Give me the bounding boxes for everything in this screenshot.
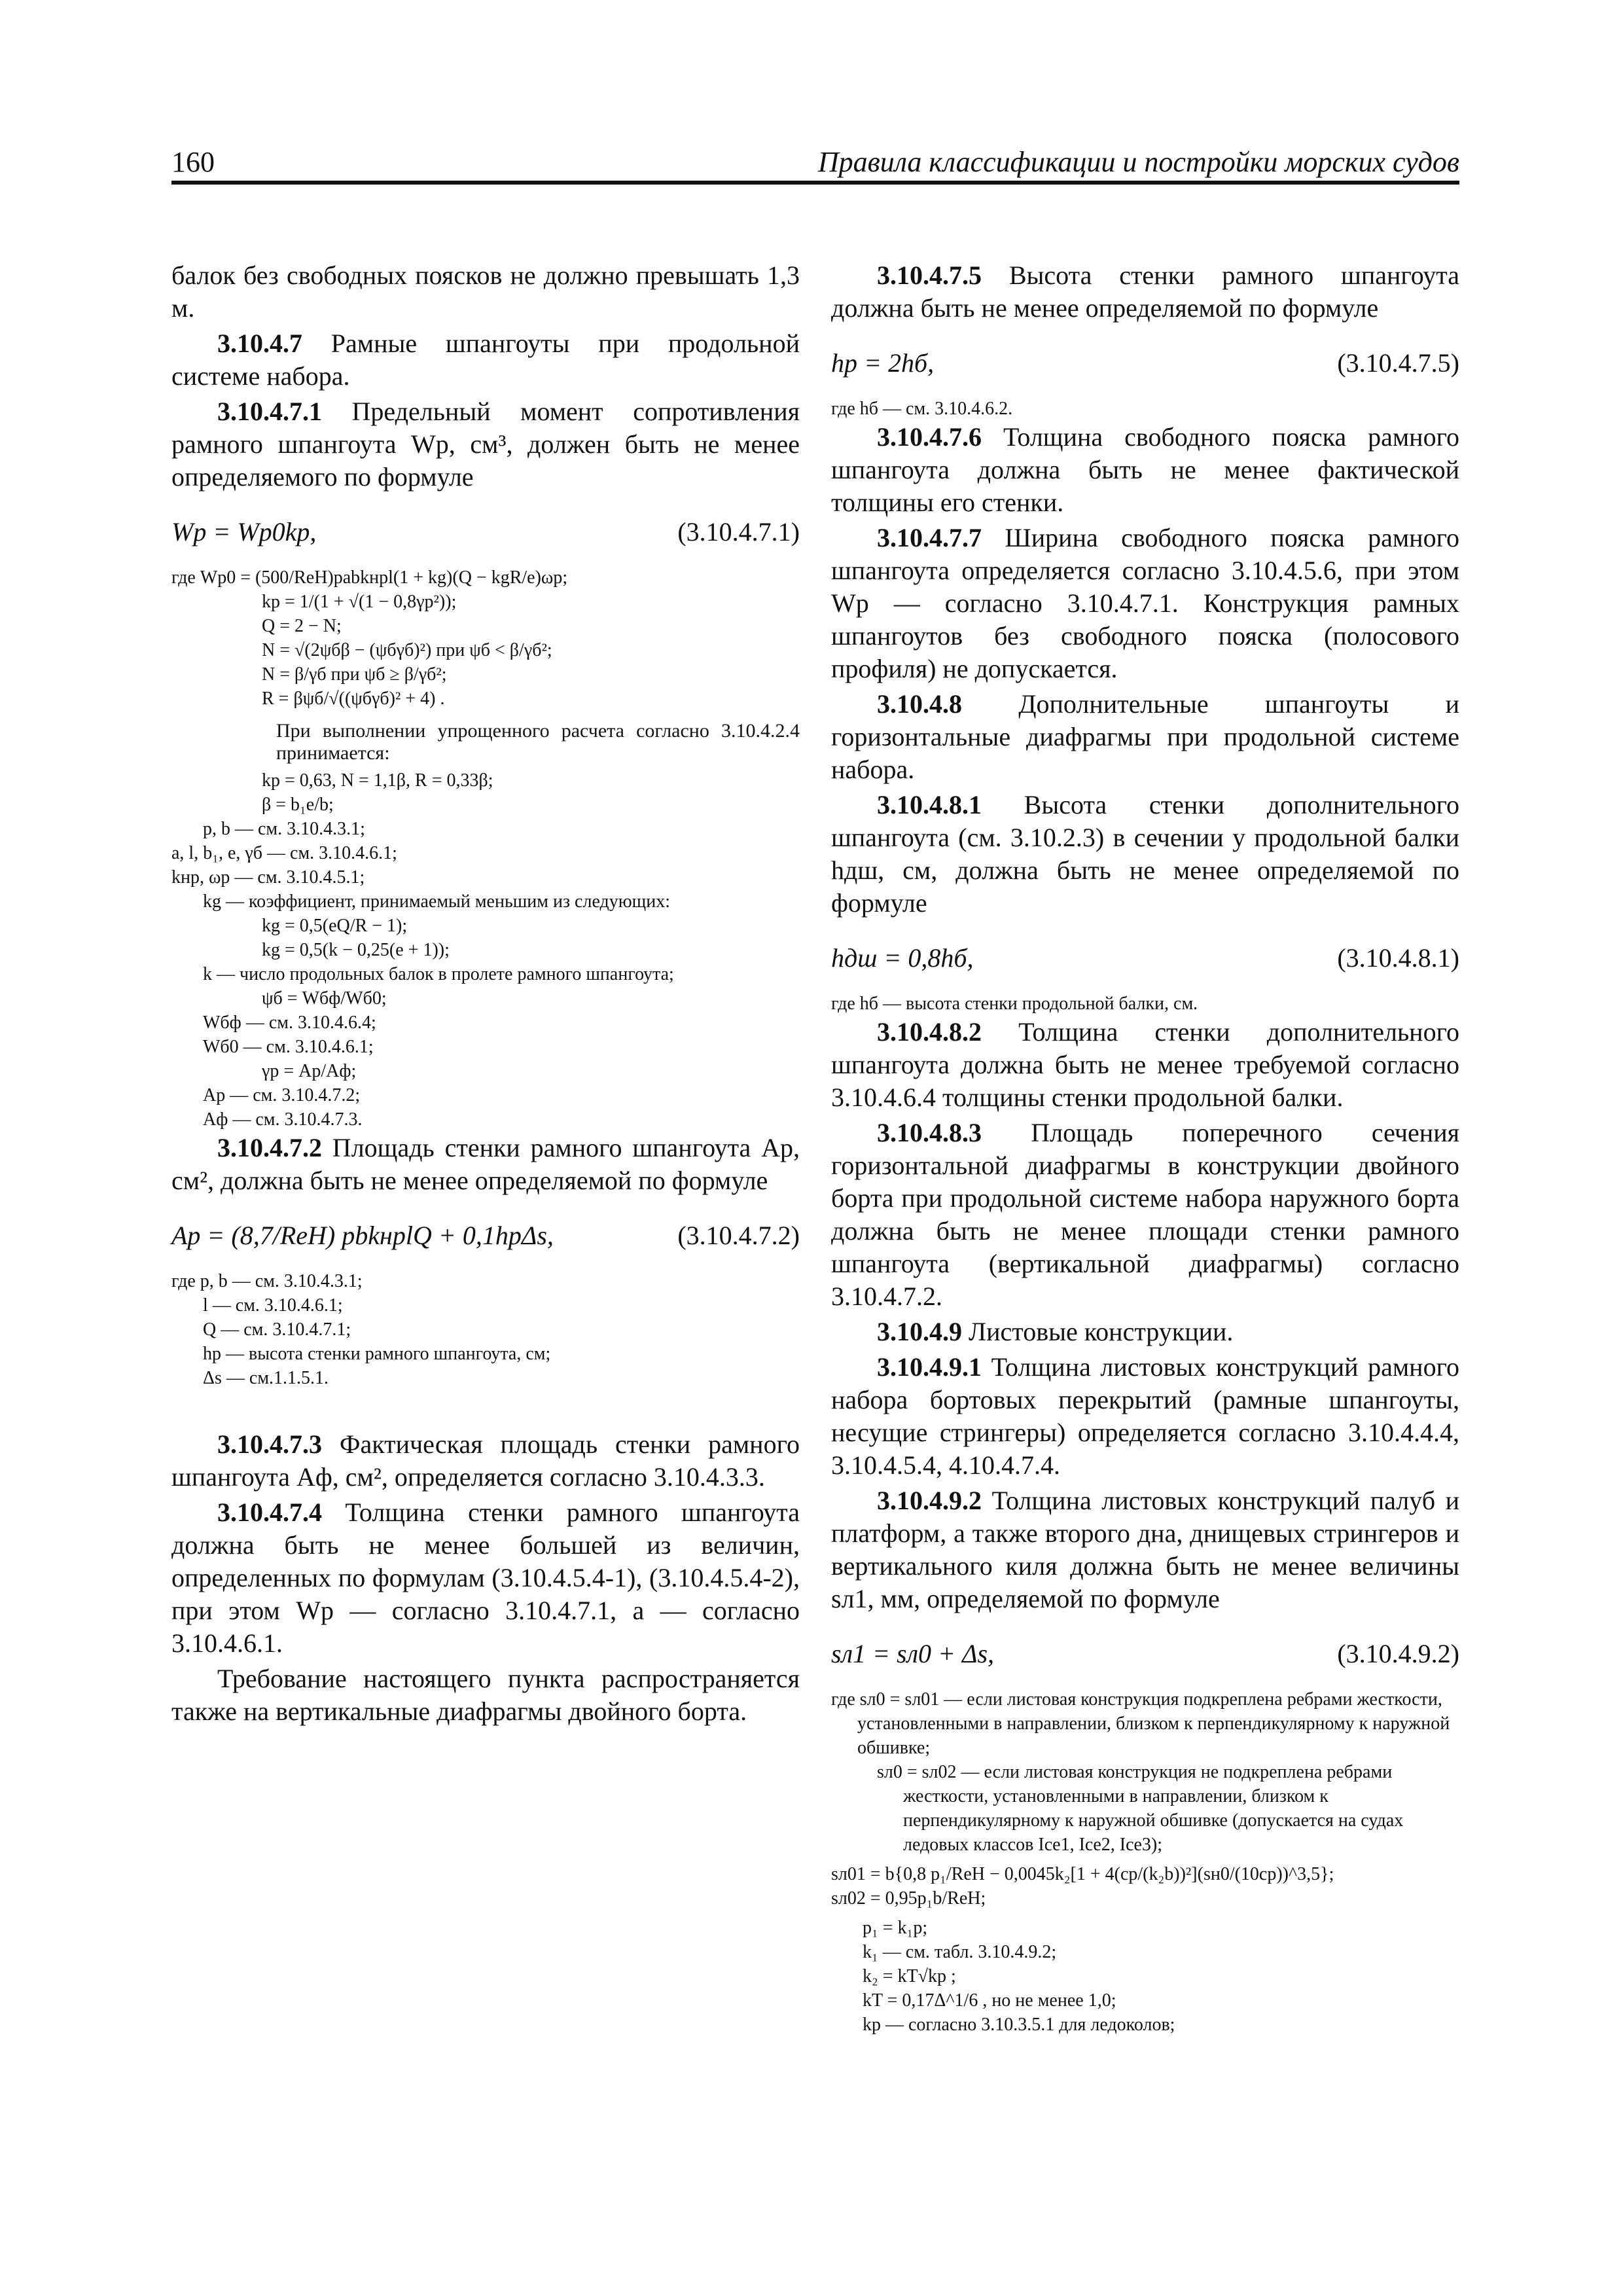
clause-3-10-4-7-6	[831, 421, 1459, 519]
formula-3-10-4-8-1	[831, 942, 1459, 975]
where-line: N = √(2ψбβ − (ψбγб)²) при ψб < β/γб²;	[262, 640, 552, 660]
where-line: Δs — см.1.1.5.1.	[203, 1368, 329, 1388]
formula-body: hдш = 0,8hб,	[831, 943, 974, 973]
clause-text: Толщина стенки дополнительного шпангоута должна быть не менее требуемой согласно 3.10.4.6.4 толщины стенки продольной балки.	[831, 1017, 1459, 1112]
where-line: k — число продольных балок в пролете рамного шпангоута;	[203, 964, 674, 984]
requirement-note: Требование настоящего пункта распространяется также на вертикальные диафрагмы двойного борта.	[171, 1664, 800, 1726]
where-line: где p, b — см. 3.10.4.3.1;	[171, 1271, 363, 1291]
clause-3-10-4-9-1	[831, 1351, 1459, 1482]
formula-number: (3.10.4.7.1)	[677, 517, 800, 547]
where-line: sл0 = sл02 — если листовая конструкция не подкреплена ребрами жесткости, установленными в направлении, близком к перпендикулярному к наружной обшивке (допускается на судах ледовых классов Ice1, Ice2, Ice3);	[877, 1762, 1404, 1855]
where-line: p, b — см. 3.10.4.3.1;	[203, 819, 365, 839]
page-number: 160	[171, 146, 215, 178]
where-line: β = b₁e/b;	[262, 795, 334, 815]
clause-3-10-4-7-2	[171, 1132, 800, 1197]
where-line: kнр, ωр — см. 3.10.4.5.1;	[171, 867, 365, 888]
where-line: Aф — см. 3.10.4.7.3.	[203, 1109, 363, 1130]
clause-number: 3.10.4.8.3	[877, 1118, 982, 1147]
where-line: kр — согласно 3.10.3.5.1 для ледоколов;	[863, 2015, 1175, 2035]
clause-text: Предельный момент сопротивления рамного шпангоута Wр, см³, должен быть не менее определяемого по формуле	[171, 397, 800, 492]
where-line: где hб — см. 3.10.4.6.2.	[831, 399, 1013, 419]
where-line: p₁ = k₁p;	[863, 1918, 928, 1938]
where-line: где sл0 = sл01 — если листовая конструкция подкреплена ребрами жесткости, установленными в направлении, близком к перпендикулярному к наружной обшивке;	[831, 1689, 1450, 1758]
clause-number: 3.10.4.7.4	[217, 1498, 322, 1527]
where-line: Q = 2 − N;	[262, 616, 342, 636]
clause-3-10-4-7-5	[831, 259, 1459, 325]
clause-number: 3.10.4.7.7	[877, 523, 982, 552]
clause-text: Рамные шпангоуты при продольной системе набора.	[171, 329, 800, 391]
clause-text: Высота стенки дополнительного шпангоута (см. 3.10.2.3) в сечении у продольной балки hдш, см, должна быть не менее определяемой по формуле	[831, 790, 1459, 918]
where-line: Wб0 — см. 3.10.4.6.1;	[203, 1037, 374, 1057]
where-line: где hб — высота стенки продольной балки, см.	[831, 994, 1198, 1014]
clause-text: Площадь поперечного сечения горизонтальной диафрагмы в конструкции двойного борта при продольной системе набора наружного борта должна быть не менее площади стенки рамного шпангоута (вертикальной диафрагмы) согласно 3.10.4.7.2.	[831, 1118, 1459, 1311]
running-title: Правила классификации и постройки морских судов	[817, 146, 1459, 178]
where-line: k₁ — см. табл. 3.10.4.9.2;	[863, 1942, 1057, 1962]
clause-number: 3.10.4.7.2	[217, 1133, 322, 1162]
where-line: Wбф — см. 3.10.4.6.4;	[203, 1013, 376, 1033]
formula-body: hр = 2hб,	[831, 348, 935, 378]
section-3-10-4-9	[831, 1316, 1459, 1348]
page-header	[171, 145, 1459, 185]
clause-number: 3.10.4.7.6	[877, 422, 982, 452]
clause-number: 3.10.4.7.1	[217, 397, 322, 426]
clause-text: Толщина листовых конструкций палуб и платформ, а также второго дна, днищевых стрингеров и вертикального киля должна быть не менее величины sл1, мм, определяемой по формуле	[831, 1486, 1459, 1613]
formula-3-10-4-7-1	[171, 516, 800, 548]
section-3-10-4-7	[171, 327, 800, 393]
clause-text: Фактическая площадь стенки рамного шпангоута Aф, см², определяется согласно 3.10.4.3.3.	[171, 1429, 800, 1492]
formula-3-10-4-7-5	[831, 347, 1459, 380]
where-line: kр = 1/(1 + √(1 − 0,8γр²));	[262, 592, 457, 612]
formula-number: (3.10.4.9.2)	[1337, 1639, 1459, 1668]
clause-text: Толщина листовых конструкций рамного набора бортовых перекрытий (рамные шпангоуты, несущие стрингеры) определяется согласно 3.10.4.4.4, 3.10.4.5.4, 4.10.4.7.4.	[831, 1352, 1459, 1480]
where-line: kр = 0,63, N = 1,1β, R = 0,33β;	[262, 770, 493, 791]
clause-number: 3.10.4.8.1	[877, 790, 982, 819]
clause-number: 3.10.4.9.1	[877, 1352, 982, 1382]
where-line: kg — коэффициент, принимаемый меньшим из следующих:	[203, 891, 670, 912]
clause-text: Дополнительные шпангоуты и горизонтальные диафрагмы при продольной системе набора.	[831, 689, 1459, 784]
clause-3-10-4-7-3	[171, 1428, 800, 1494]
clause-text: Ширина свободного пояска рамного шпангоута определяется согласно 3.10.4.5.6, при этом Wр — согласно 3.10.4.7.1. Конструкция рамных шпангоутов без свободного пояска (полосового профиля) не допускается.	[831, 523, 1459, 683]
clause-number: 3.10.4.9	[877, 1317, 962, 1346]
formula-number: (3.10.4.7.2)	[677, 1221, 800, 1250]
clause-number: 3.10.4.7	[217, 329, 302, 358]
clause-text: Толщина свободного пояска рамного шпангоута должна быть не менее фактической толщины его стенки.	[831, 422, 1459, 517]
clause-text: Высота стенки рамного шпангоута должна быть не менее определяемой по формуле	[831, 260, 1459, 323]
formula-number: (3.10.4.8.1)	[1337, 943, 1459, 973]
right-column	[831, 259, 1459, 2037]
section-3-10-4-8	[831, 688, 1459, 786]
clause-text: Листовые конструкции.	[962, 1317, 1234, 1346]
clause-3-10-4-7-1	[171, 395, 800, 493]
formula-3-10-4-7-2	[171, 1219, 800, 1252]
spacer	[171, 1390, 800, 1428]
where-line: kg = 0,5(eQ/R − 1);	[262, 916, 408, 936]
clause-3-10-4-9-2	[831, 1484, 1459, 1615]
where-line: R = βψб/√((ψбγб)² + 4) .	[262, 689, 445, 709]
left-column	[171, 259, 800, 1731]
formula-body: Wр = Wр0kр,	[171, 517, 317, 547]
where-line: sл02 = 0,95p₁b/ReH;	[831, 1888, 986, 1909]
formula-number: (3.10.4.7.5)	[1337, 348, 1459, 378]
clause-3-10-4-8-1	[831, 789, 1459, 920]
formula-body: sл1 = sл0 + Δs,	[831, 1639, 995, 1668]
where-line: kg = 0,5(k − 0,25(e + 1));	[262, 940, 450, 960]
clause-3-10-4-7-7	[831, 522, 1459, 685]
where-line: kT = 0,17Δ^1/6 , но не менее 1,0;	[863, 1990, 1116, 2011]
where-line: где Wр0 = (500/ReH)pabkнрl(1 + kg)(Q − kgR/e)ωр;	[171, 567, 568, 588]
where-line: Aр — см. 3.10.4.7.2;	[203, 1085, 361, 1105]
clause-text: Толщина стенки рамного шпангоута должна быть не менее большей из величин, определенных по формулам (3.10.4.5.4-1), (3.10.4.5.4-2), при этом Wр — согласно 3.10.4.7.1, a — согласно 3.10.4.6.1.	[171, 1498, 800, 1658]
clause-number: 3.10.4.8	[877, 689, 962, 719]
clause-3-10-4-8-2	[831, 1016, 1459, 1114]
where-line: sл01 = b{0,8 p₁/ReH − 0,0045k₂[1 + 4(cр/(k₂b))²](sн0/(10cр))^3,5};	[831, 1864, 1334, 1884]
clause-3-10-4-7-4	[171, 1496, 800, 1660]
simplified-calc-note: При выполнении упрощенного расчета согласно 3.10.4.2.4 принимается:	[276, 720, 800, 764]
clause-number: 3.10.4.7.5	[877, 260, 982, 290]
clause-text: Площадь стенки рамного шпангоута Aр, см², должна быть не менее определяемой по формуле	[171, 1133, 800, 1195]
where-line: γр = Aр/Aф;	[262, 1061, 357, 1081]
where-line: Q — см. 3.10.4.7.1;	[203, 1319, 351, 1340]
formula-3-10-4-9-2	[831, 1638, 1459, 1670]
where-line: N = β/γб при ψб ≥ β/γб²;	[262, 664, 447, 685]
clause-number: 3.10.4.9.2	[877, 1486, 982, 1515]
where-line: l — см. 3.10.4.6.1;	[203, 1295, 343, 1316]
clause-number: 3.10.4.8.2	[877, 1017, 982, 1047]
formula-body: Aр = (8,7/ReH) pbkнрlQ + 0,1hрΔs,	[171, 1221, 554, 1250]
where-line: ψб = Wбф/Wб0;	[262, 988, 387, 1009]
clause-3-10-4-8-3	[831, 1117, 1459, 1313]
where-line: k₂ = kT√kр ;	[863, 1966, 956, 1986]
paragraph-continuation: балок без свободных поясков не должно превышать 1,3 м.	[171, 260, 800, 323]
where-line: a, l, b₁, e, γб — см. 3.10.4.6.1;	[171, 843, 397, 863]
where-line: hр — высота стенки рамного шпангоута, см;	[203, 1344, 551, 1364]
clause-number: 3.10.4.7.3	[217, 1429, 322, 1459]
